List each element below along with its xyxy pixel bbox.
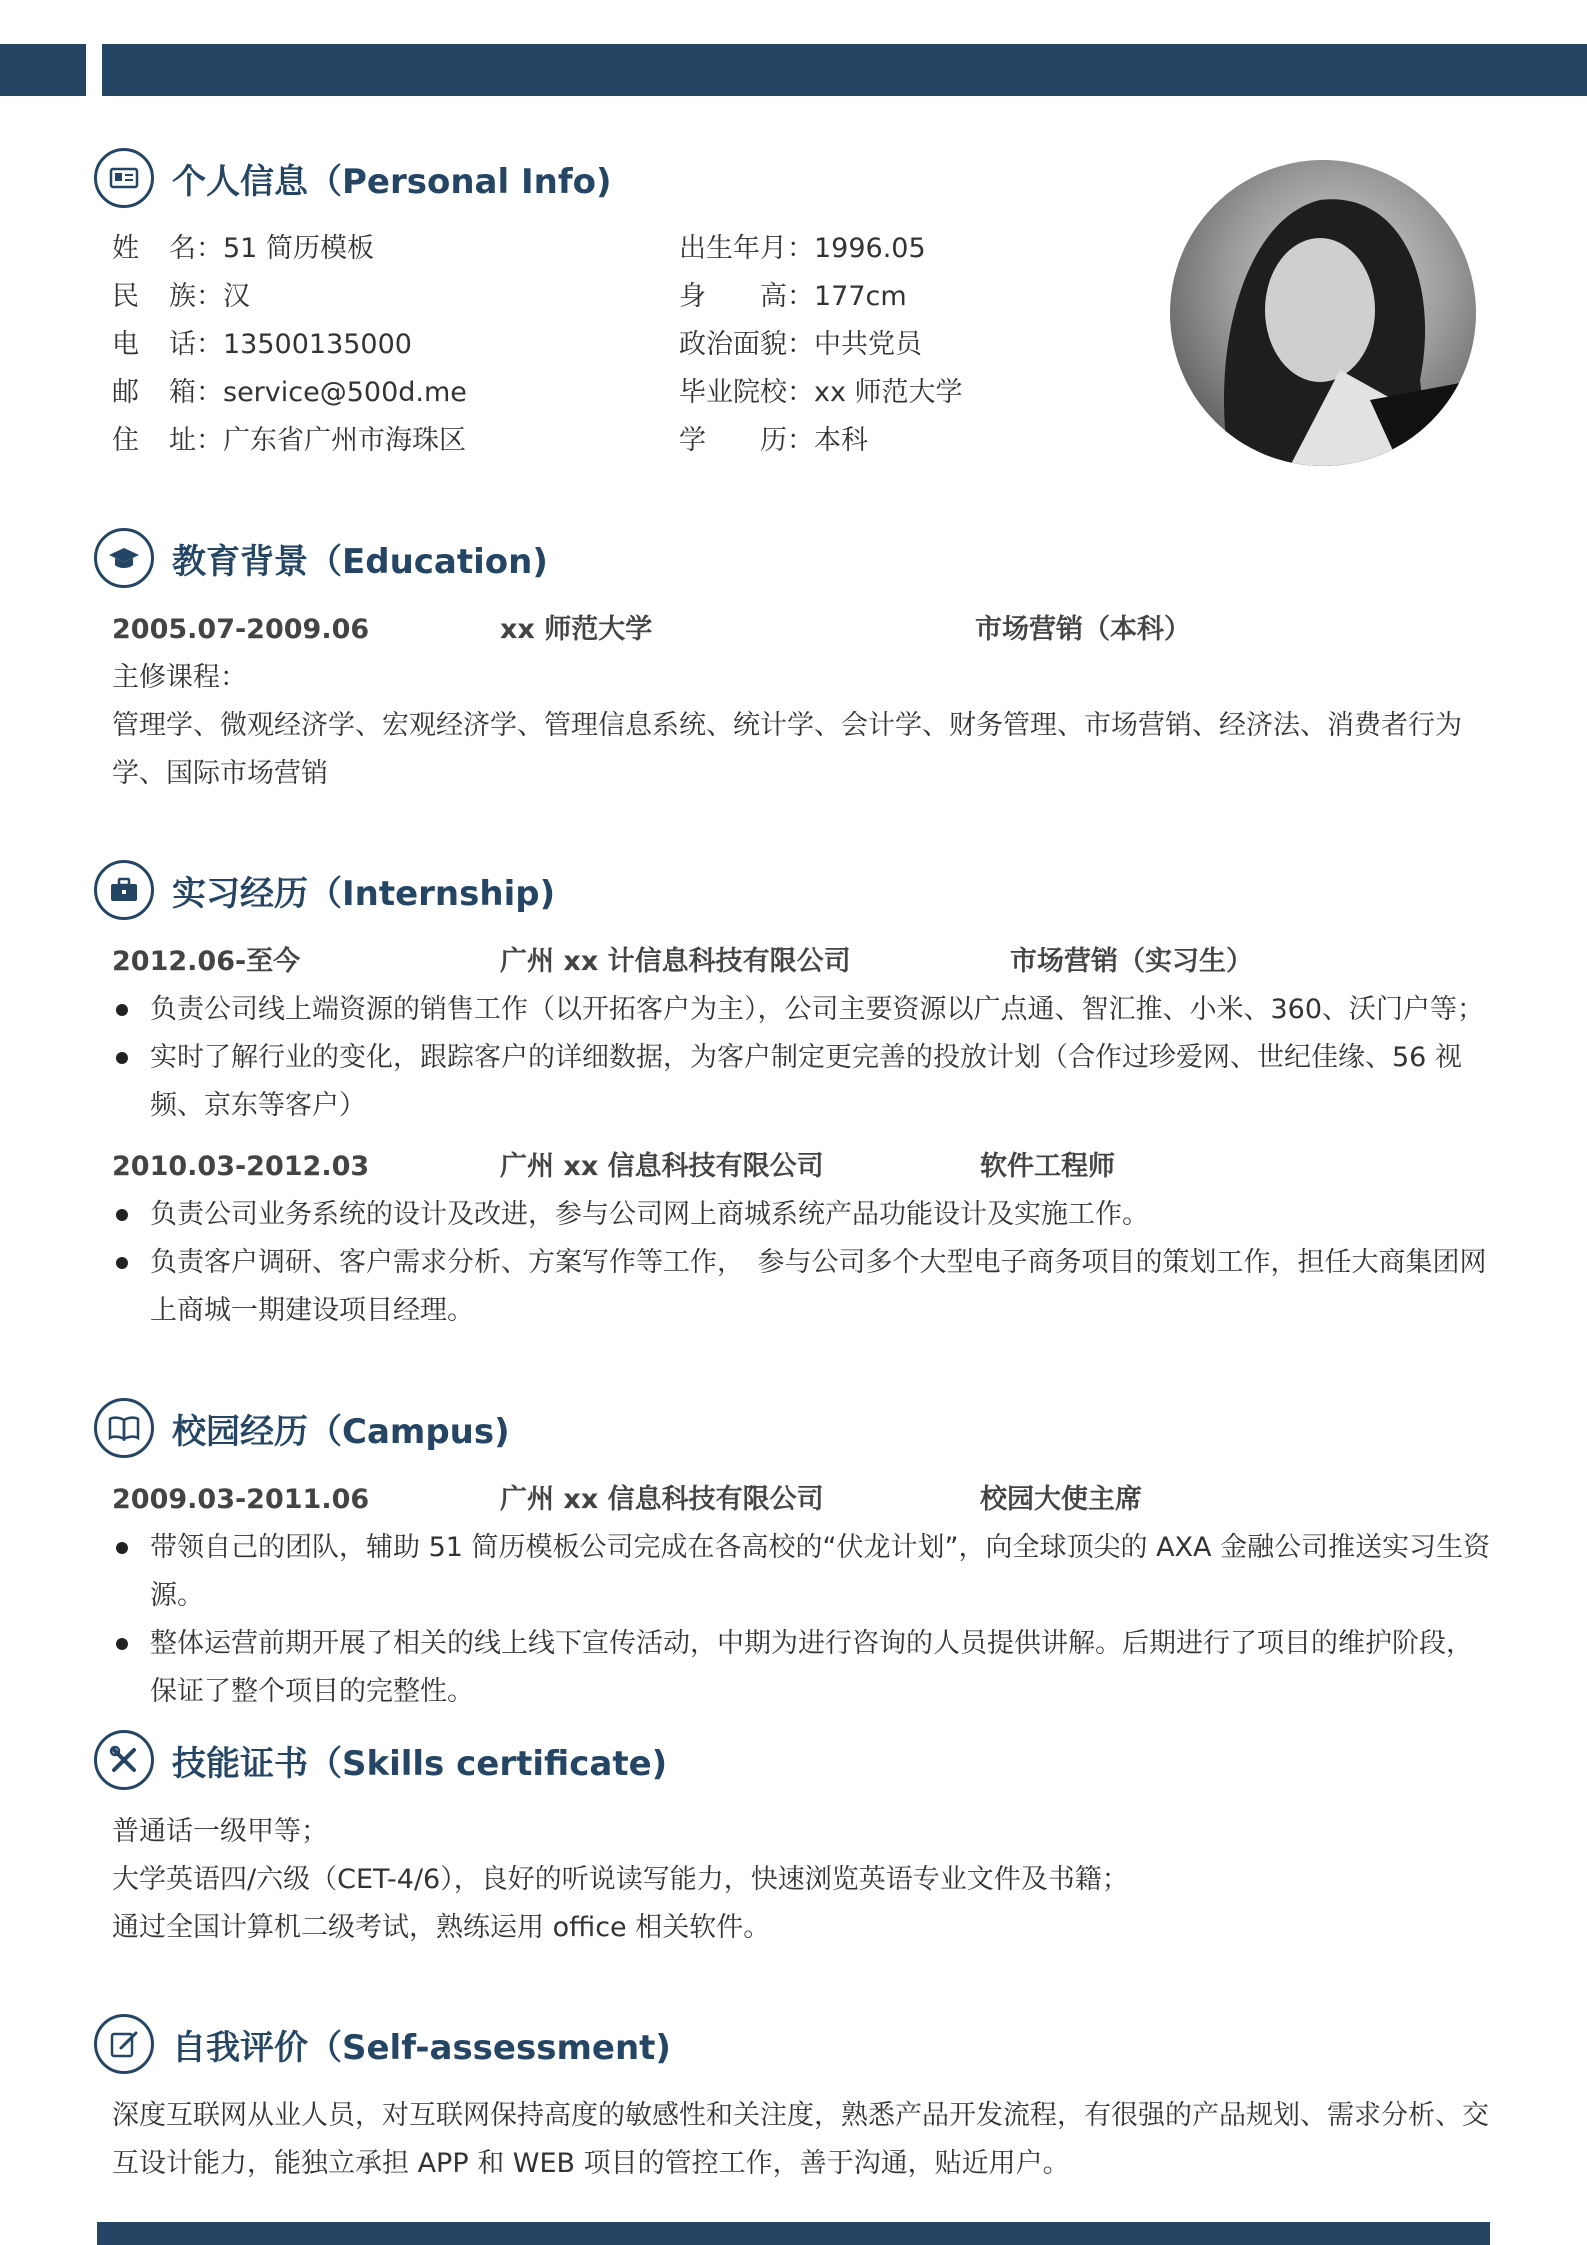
info-row-ethnicity: 民 族 ：汉	[112, 281, 250, 312]
job-role: 市场营销（实习生）	[1010, 946, 1253, 977]
job-role: 软件工程师	[980, 1151, 1115, 1182]
list-item: 负责客户调研、客户需求分析、方案写作等工作， 参与公司多个大型电子商务项目的策划工作，担任大商集团网上商城一期建设项目经理。	[112, 1239, 1492, 1335]
info-row-school: 毕业院校：xx 师范大学	[679, 377, 963, 408]
edu-school: xx 师范大学	[500, 614, 653, 645]
edu-period: 2005.07-2009.06	[112, 614, 370, 645]
job-company: 广州 xx 信息科技有限公司	[500, 1151, 824, 1182]
tools-icon	[94, 1730, 154, 1790]
section-title: 技能证书（Skills certificate)	[172, 1743, 668, 1784]
section-internship-header	[94, 858, 555, 922]
info-row-address: 住 址 ：广东省广州市海珠区	[112, 425, 466, 456]
list-item: 整体运营前期开展了相关的线上线下宣传活动，中期为进行咨询的人员提供讲解。后期进行了项目的维护阶段，保证了整个项目的完整性。	[112, 1620, 1492, 1716]
edit-icon	[94, 2014, 154, 2074]
job-period: 2012.06-至今	[112, 946, 301, 977]
header-bar-right	[102, 44, 1587, 96]
skill-line: 通过全国计算机二级考试，熟练运用 office 相关软件。	[112, 1912, 771, 1943]
list-item: 实时了解行业的变化，跟踪客户的详细数据，为客户制定更完善的投放计划（合作过珍爱网、世纪佳缘、56 视频、京东等客户）	[112, 1034, 1492, 1130]
skill-line: 普通话一级甲等；	[112, 1816, 328, 1847]
info-row-email: 邮 箱 ：service@500d.me	[112, 377, 467, 408]
section-campus-header	[94, 1396, 510, 1460]
section-title: 自我评价（Self-assessment)	[172, 2027, 671, 2068]
section-title: 校园经历（Campus)	[172, 1411, 510, 1452]
section-title: 个人信息（Personal Info)	[172, 161, 612, 202]
edu-major: 市场营销（本科）	[975, 614, 1191, 645]
graduation-cap-icon	[94, 528, 154, 588]
self-assessment-text: 深度互联网从业人员，对互联网保持高度的敏感性和关注度，熟悉产品开发流程，有很强的产品规划、需求分析、交互设计能力，能独立承担 APP 和 WEB 项目的管控工作，善于沟通，贴近用户。	[112, 2100, 1489, 2179]
info-row-degree: 学 历：本科	[679, 425, 868, 456]
campus-period: 2009.03-2011.06	[112, 1484, 370, 1515]
job-company: 广州 xx 计信息科技有限公司	[500, 946, 851, 977]
section-skills-header	[94, 1728, 667, 1792]
list-item: 带领自己的团队，辅助 51 简历模板公司完成在各高校的“伏龙计划”，向全球顶尖的 AXA 金融公司推送实习生资源。	[112, 1524, 1492, 1620]
campus-org: 广州 xx 信息科技有限公司	[500, 1484, 824, 1515]
footer-bar	[97, 2222, 1490, 2245]
info-row-height: 身 高：177cm	[679, 281, 907, 312]
section-title: 教育背景（Education)	[172, 541, 548, 582]
section-personal-header	[94, 146, 612, 210]
info-row-phone: 电 话 ：13500135000	[112, 329, 412, 360]
book-icon	[94, 1398, 154, 1458]
avatar	[1170, 160, 1476, 466]
skill-line: 大学英语四/六级（CET-4/6），良好的听说读写能力，快速浏览英语专业文件及书籍；	[112, 1864, 1129, 1895]
id-card-icon	[94, 148, 154, 208]
edu-courses: 管理学、微观经济学、宏观经济学、管理信息系统、统计学、会计学、财务管理、市场营销、经济法、消费者行为学、国际市场营销	[112, 710, 1462, 789]
list-item: 负责公司线上端资源的销售工作（以开拓客户为主），公司主要资源以广点通、智汇推、小米、360、沃门户等；	[112, 986, 1492, 1034]
info-row-name: 姓 名 ：51 简历模板	[112, 233, 374, 264]
section-self-header	[94, 2012, 671, 2076]
section-title: 实习经历（Internship)	[172, 873, 556, 914]
info-row-birth: 出生年月：1996.05	[679, 233, 926, 264]
header-bar-left	[0, 44, 86, 96]
job-period: 2010.03-2012.03	[112, 1151, 370, 1182]
list-item: 负责公司业务系统的设计及改进，参与公司网上商城系统产品功能设计及实施工作。	[112, 1191, 1492, 1239]
section-education-header	[94, 526, 548, 590]
campus-role: 校园大使主席	[980, 1484, 1142, 1515]
info-row-politics: 政治面貌：中共党员	[679, 329, 922, 360]
briefcase-icon	[94, 860, 154, 920]
edu-courses-label: 主修课程：	[112, 662, 247, 693]
